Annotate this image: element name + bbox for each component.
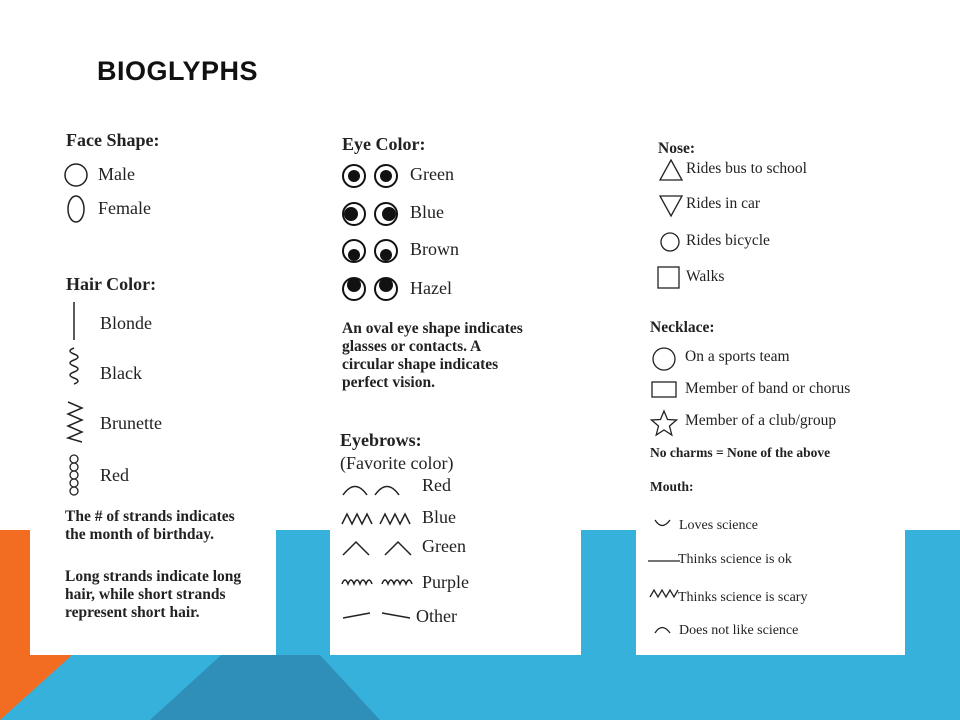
straight-hair-icon — [64, 300, 86, 342]
hair-item-red: Red — [100, 465, 129, 485]
nose-item-car: Rides in car — [686, 195, 761, 212]
line-brows-icon — [340, 608, 420, 622]
circle-nose-icon — [658, 230, 682, 254]
nose-heading: Nose: — [658, 140, 696, 157]
face-item-male: Male — [98, 164, 135, 184]
mouth-item-loves: Loves science — [679, 518, 758, 533]
nose-item-bus: Rides bus to school — [686, 160, 807, 177]
slide-title: BIOGLYPHS — [97, 56, 259, 86]
smile-mouth-icon — [650, 517, 676, 531]
arched-brows-icon — [340, 478, 410, 498]
eye-item-green: Green — [410, 164, 454, 184]
brow-item-red: Red — [422, 475, 451, 495]
face-shape-heading: Face Shape: — [66, 130, 160, 150]
necklace-item-sports: On a sports team — [685, 348, 790, 365]
eye-shape-note — [342, 320, 523, 392]
brow-item-purple: Purple — [422, 572, 469, 592]
mouth-item-scary: Thinks science is scary — [678, 590, 808, 605]
triangle-down-nose-icon — [658, 194, 684, 218]
brow-item-green: Green — [422, 536, 466, 556]
necklace-note: No charms = None of the above — [650, 445, 831, 460]
strands-note-line: The # of strands indicates — [65, 508, 235, 525]
length-note-line: represent short hair. — [65, 604, 200, 621]
eyebrows-subheading: (Favorite color) — [340, 453, 454, 473]
necklace-item-band: Member of band or chorus — [685, 380, 851, 397]
curly-hair-icon — [60, 346, 88, 392]
strands-note-line: the month of birthday. — [65, 526, 214, 543]
eye-color-heading: Eye Color: — [342, 134, 426, 154]
rectangle-charm-icon — [650, 379, 680, 401]
eye-item-blue: Blue — [410, 202, 444, 222]
strands-note — [65, 508, 235, 544]
face-hair-panel — [30, 118, 276, 655]
nose-necklace-mouth-panel — [636, 130, 905, 655]
loop-hair-icon — [64, 454, 86, 496]
mouth-item-dislikes: Does not like science — [679, 623, 799, 638]
hair-item-brunette: Brunette — [100, 413, 162, 433]
hair-color-heading: Hair Color: — [66, 274, 157, 294]
eye-note-line: circular shape indicates — [342, 356, 499, 373]
brow-item-blue: Blue — [422, 507, 456, 527]
necklace-heading: Necklace: — [650, 319, 715, 336]
eye-note-line: An oval eye shape indicates — [342, 320, 523, 337]
eye-note-line: perfect vision. — [342, 374, 435, 391]
mouth-item-ok: Thinks science is ok — [678, 552, 792, 567]
face-item-female: Female — [98, 198, 151, 218]
frown-mouth-icon — [650, 621, 676, 635]
eye-brow-panel — [330, 118, 581, 655]
square-nose-icon — [656, 265, 682, 291]
peaked-brows-icon — [340, 538, 420, 558]
length-note-line: Long strands indicate long — [65, 568, 242, 585]
eye-item-brown: Brown — [410, 239, 459, 259]
wavy-brows-icon — [340, 573, 420, 587]
circle-face-icon — [62, 162, 90, 188]
green-eyes-icon — [340, 163, 404, 189]
brown-eyes-icon — [340, 238, 404, 264]
nose-item-walks: Walks — [686, 268, 725, 285]
hair-item-blonde: Blonde — [100, 313, 152, 333]
zigzag-hair-icon — [62, 400, 88, 444]
length-note-line: hair, while short strands — [65, 586, 226, 603]
hazel-eyes-icon — [340, 276, 404, 302]
eye-item-hazel: Hazel — [410, 278, 452, 298]
necklace-item-club: Member of a club/group — [685, 412, 837, 429]
straight-mouth-icon — [646, 557, 682, 565]
brow-item-other: Other — [416, 606, 457, 626]
zigzag-brows-icon — [340, 510, 420, 526]
hair-item-black: Black — [100, 363, 142, 383]
blue-eyes-icon — [340, 201, 404, 227]
eyebrows-heading: Eyebrows: — [340, 430, 422, 450]
length-note — [65, 568, 241, 622]
zigzag-mouth-icon — [648, 587, 680, 599]
eye-note-line: glasses or contacts. A — [342, 338, 482, 355]
mouth-heading: Mouth: — [650, 479, 694, 494]
circle-charm-icon — [650, 345, 678, 373]
nose-item-bicycle: Rides bicycle — [686, 232, 770, 249]
star-charm-icon — [650, 409, 678, 437]
oval-face-icon — [62, 194, 90, 224]
triangle-up-nose-icon — [658, 158, 684, 182]
